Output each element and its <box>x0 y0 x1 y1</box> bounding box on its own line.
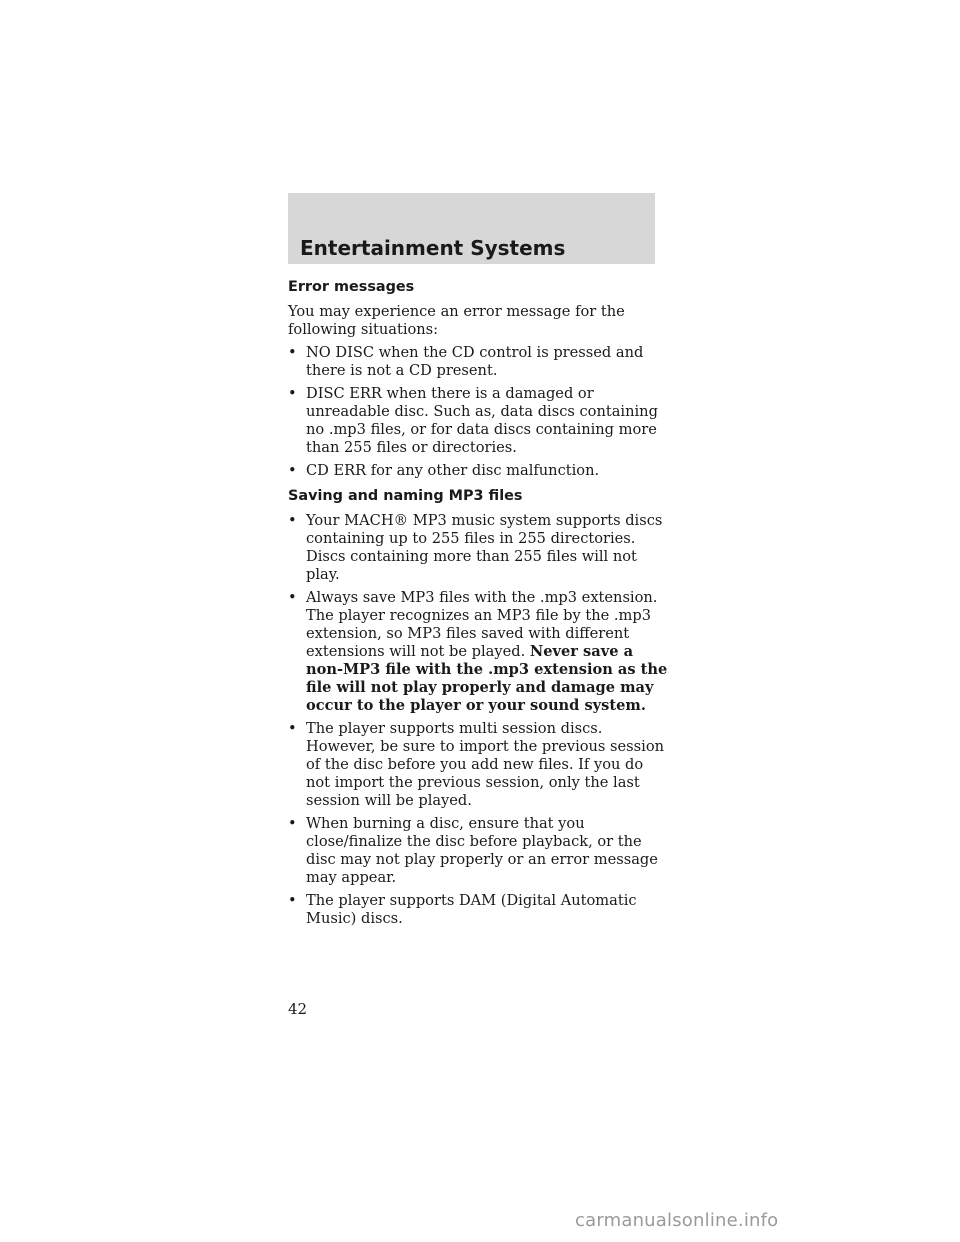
page-content <box>288 278 668 933</box>
error-messages-list <box>288 344 668 480</box>
bullet-icon: • <box>288 385 297 402</box>
bullet-icon: • <box>288 589 297 606</box>
bullet-icon: • <box>288 462 297 479</box>
list-item <box>288 892 668 928</box>
error-messages-intro: You may experience an error message for the following situations: <box>288 303 625 338</box>
list-item <box>288 385 668 457</box>
list-item-text: NO DISC when the CD control is pressed and there is not a CD present. <box>306 344 644 379</box>
saving-mp3-heading: Saving and naming MP3 files <box>288 488 523 504</box>
list-item-text: The player supports multi session discs. However, be sure to import the previous session of the disc before you add new files. If you do not import the previous session, only the last session will be played. <box>306 720 665 809</box>
list-item-text: When burning a disc, ensure that you close/finalize the disc before playback, or the disc may not play properly or an error message may appear. <box>306 815 658 886</box>
saving-mp3-list <box>288 512 668 928</box>
bullet-icon: • <box>288 344 297 361</box>
list-item <box>288 815 668 887</box>
watermark-link[interactable]: carmanualsonline.info <box>575 1210 779 1231</box>
bullet-icon: • <box>288 512 297 529</box>
list-item-text: The player supports DAM (Digital Automatic Music) discs. <box>306 892 637 927</box>
bullet-icon: • <box>288 892 297 909</box>
page-number: 42 <box>288 1000 308 1018</box>
list-item <box>288 589 668 715</box>
list-item <box>288 344 668 380</box>
list-item-text: Your MACH® MP3 music system supports discs containing up to 255 files in 255 directories. Discs containing more than 255 files will not play. <box>306 512 663 583</box>
list-item-text: Always save MP3 files with the .mp3 extension. The player recognizes an MP3 file by the .mp3 extension, so MP3 files saved with different extensions will not be played. <box>306 589 658 660</box>
list-item <box>288 512 668 584</box>
warning-text: Never save a non-MP3 file with the .mp3 extension as the file will not play properly and damage may occur to the player or your sound system. <box>306 643 668 714</box>
bullet-icon: • <box>288 720 297 737</box>
error-messages-heading: Error messages <box>288 279 415 295</box>
list-item-text: CD ERR for any other disc malfunction. <box>306 462 600 479</box>
list-item <box>288 462 668 480</box>
bullet-icon: • <box>288 815 297 832</box>
list-item-text: DISC ERR when there is a damaged or unreadable disc. Such as, data discs containing no .mp3 files, or for data discs containing more than 255 files or directories. <box>306 385 658 456</box>
list-item <box>288 720 668 810</box>
section-title: Entertainment Systems <box>300 236 566 260</box>
